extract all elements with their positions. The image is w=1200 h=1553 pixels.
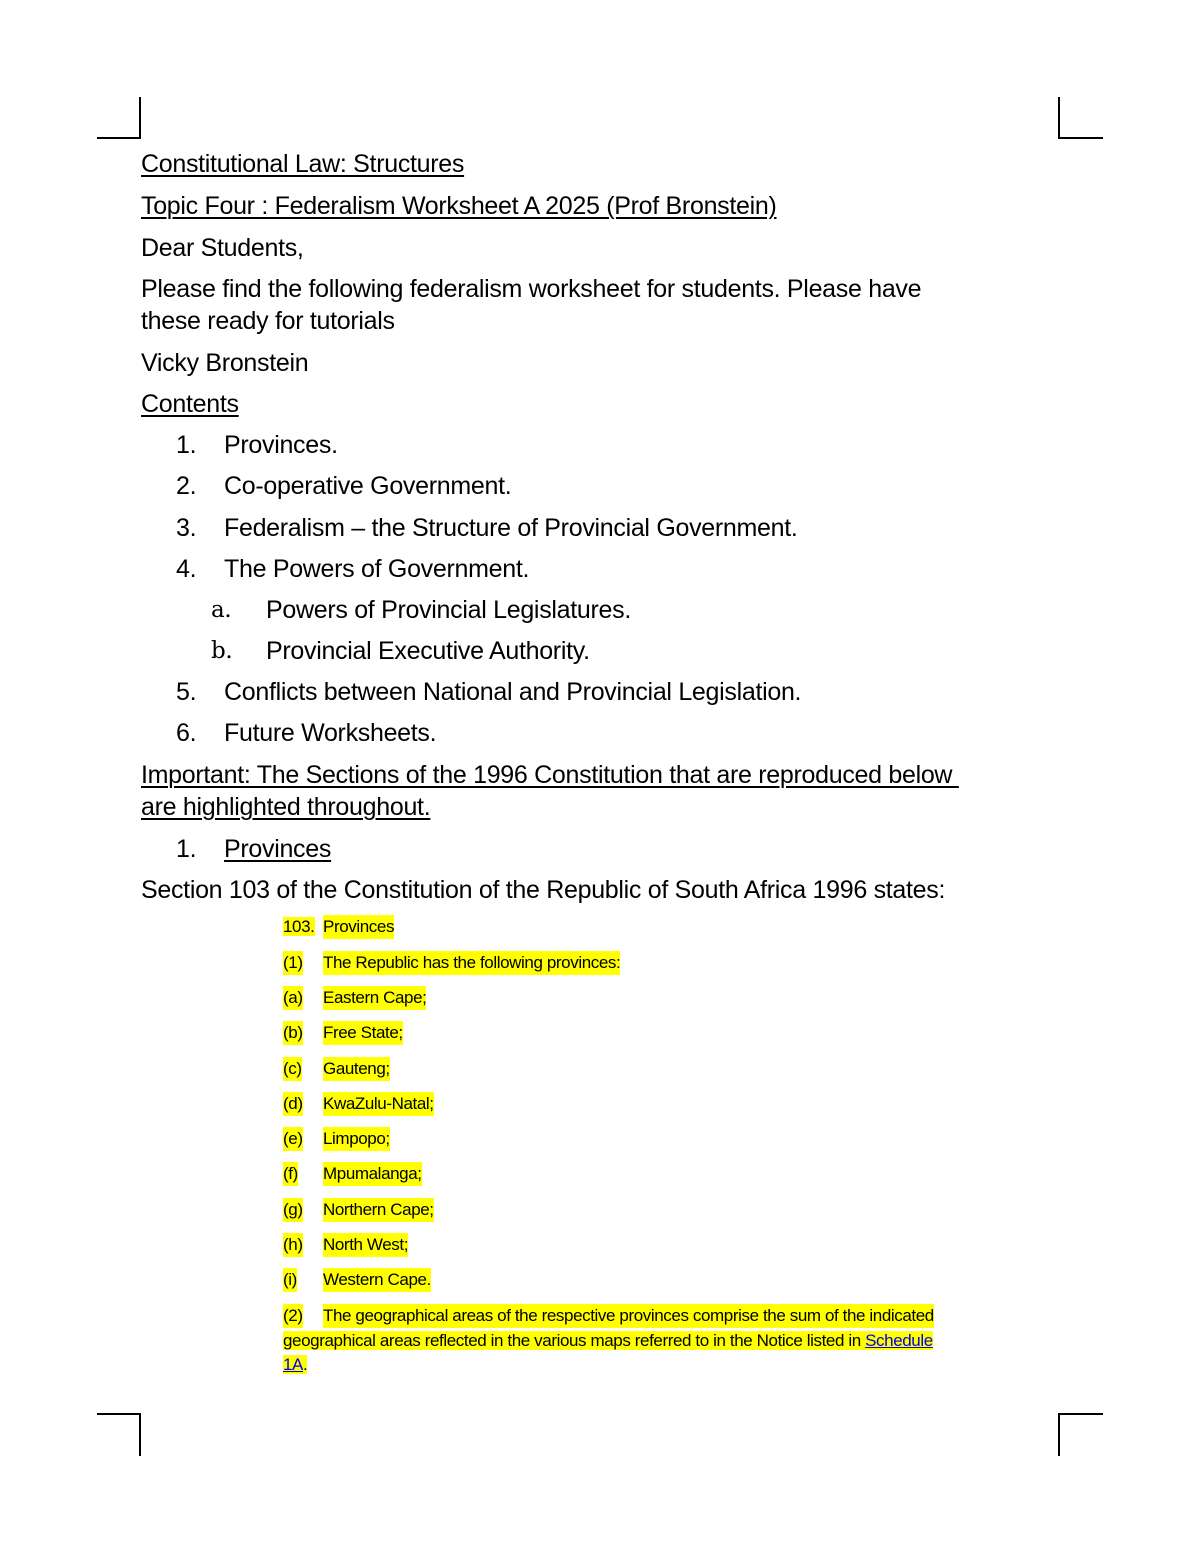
section-number: 1. — [176, 835, 197, 863]
crop-mark-bottom-right-h — [1058, 1413, 1103, 1415]
list-item-text: The Powers of Government. — [224, 555, 530, 583]
list-item-number: 3. — [176, 514, 197, 542]
subsection-text-continued: geographical areas reflected in the various maps referred to in the Notice listed in — [283, 1331, 866, 1350]
province-label: (h) — [283, 1233, 303, 1257]
list-item-number: 2. — [176, 472, 197, 500]
list-item-text: Conflicts between National and Provincial Legislation. — [224, 678, 802, 706]
list-item — [176, 553, 530, 585]
section-title: Provinces — [224, 835, 332, 863]
province-label: (e) — [283, 1127, 303, 1151]
sub-list-item-letter: b. — [211, 638, 233, 664]
schedule-1a-link-cont[interactable]: 1A — [283, 1355, 303, 1374]
crop-mark-top-right-v — [1058, 97, 1060, 139]
province-name: Limpopo; — [323, 1127, 390, 1151]
list-item — [176, 676, 802, 708]
section-heading — [176, 833, 332, 865]
important-note-line-2: are highlighted throughout. — [141, 793, 431, 821]
crop-mark-top-left-v — [139, 97, 141, 139]
section-intro: Section 103 of the Constitution of the Republic of South Africa 1996 states: — [141, 876, 946, 904]
province-label: (i) — [283, 1268, 297, 1292]
list-item-number: 5. — [176, 678, 197, 706]
subsection-label: (1) — [283, 951, 303, 975]
province-name: Free State; — [323, 1021, 403, 1045]
contents-heading: Contents — [141, 390, 239, 418]
crop-mark-bottom-left-v — [139, 1413, 141, 1456]
list-item-text: Future Worksheets. — [224, 719, 437, 747]
crop-mark-top-left-h — [97, 137, 141, 139]
list-item — [176, 470, 512, 502]
province-label: (c) — [283, 1057, 302, 1081]
list-item-number: 4. — [176, 555, 197, 583]
letter-body-line-1: Please find the following federalism worksheet for students. Please have — [141, 275, 922, 303]
sub-list-item-text: Powers of Provincial Legislatures. — [266, 596, 631, 624]
province-name: North West; — [323, 1233, 408, 1257]
letter-body-line-2: these ready for tutorials — [141, 307, 395, 335]
province-name: Gauteng; — [323, 1057, 390, 1081]
subsection-text: The Republic has the following provinces: — [323, 951, 620, 975]
province-name: Eastern Cape; — [323, 986, 426, 1010]
crop-mark-bottom-left-h — [97, 1413, 141, 1415]
province-label: (b) — [283, 1021, 303, 1045]
list-item-text: Provinces. — [224, 431, 338, 459]
quote-subsection-2-cont — [283, 1329, 933, 1353]
province-label: (g) — [283, 1198, 303, 1222]
quote-heading — [283, 915, 395, 939]
topic-title: Topic Four : Federalism Worksheet A 2025 (Prof Bronstein) — [141, 192, 777, 220]
quote-heading-title: Provinces — [323, 915, 394, 939]
course-title: Constitutional Law: Structures — [141, 150, 465, 178]
important-note-line-1: Important: The Sections of the 1996 Constitution that are reproduced below — [141, 761, 959, 789]
crop-mark-top-right-h — [1058, 137, 1103, 139]
list-item-text: Federalism – the Structure of Provincial Government. — [224, 514, 798, 542]
list-item-number: 6. — [176, 719, 197, 747]
province-name: Northern Cape; — [323, 1198, 434, 1222]
quote-subsection-2-end — [283, 1353, 307, 1377]
list-item — [176, 717, 437, 749]
province-label: (d) — [283, 1092, 303, 1116]
subsection-text: The geographical areas of the respective provinces comprise the sum of the indicated — [323, 1304, 934, 1328]
sub-list-item-text: Provincial Executive Authority. — [266, 637, 590, 665]
province-label: (a) — [283, 986, 303, 1010]
list-item-text: Co-operative Government. — [224, 472, 512, 500]
list-item — [176, 429, 338, 461]
province-name: KwaZulu-Natal; — [323, 1092, 434, 1116]
sub-list-item-letter: a. — [211, 597, 232, 623]
schedule-1a-link[interactable]: Schedule — [865, 1331, 933, 1350]
province-name: Western Cape. — [323, 1268, 431, 1292]
greeting: Dear Students, — [141, 234, 304, 262]
signature: Vicky Bronstein — [141, 349, 309, 377]
subsection-label: (2) — [283, 1304, 303, 1328]
list-item-number: 1. — [176, 431, 197, 459]
quote-heading-number: 103. — [283, 917, 315, 936]
province-label: (f) — [283, 1162, 298, 1186]
crop-mark-bottom-right-v — [1058, 1413, 1060, 1456]
subsection-end-punct: . — [303, 1355, 308, 1374]
list-item — [176, 512, 798, 544]
province-name: Mpumalanga; — [323, 1162, 422, 1186]
